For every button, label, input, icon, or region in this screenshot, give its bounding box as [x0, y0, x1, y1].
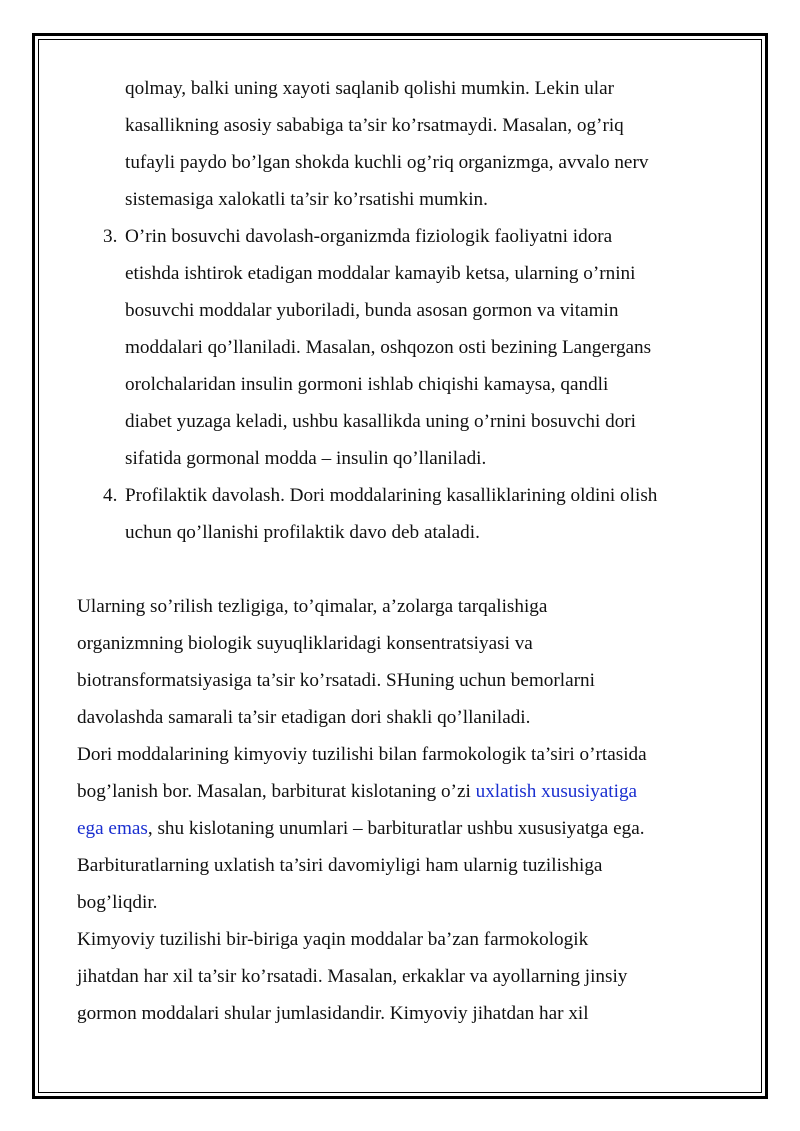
- text-segment: bog’lanish bor. Masalan, barbiturat kislotaning o’zi: [77, 781, 476, 802]
- text-line: organizmning biologik suyuqliklaridagi konsentratsiyasi va: [77, 633, 533, 654]
- text-line: etishda ishtirok etadigan moddalar kamayib ketsa, ularning o’rnini: [125, 263, 636, 284]
- hyperlink-uxlatish[interactable]: uxlatish xususiyatiga: [475, 781, 638, 802]
- text-line: gormon moddalari shular jumlasidandir. Kimyoviy jihatdan har xil: [77, 1003, 589, 1024]
- text-line: bosuvchi moddalar yuboriladi, bunda asosan gormon va vitamin: [125, 300, 619, 321]
- text-line: uchun qo’llanishi profilaktik davo deb ataladi.: [125, 522, 480, 543]
- text-line: [77, 773, 727, 810]
- text-line: Ularning so’rilish tezligiga, to’qimalar, a’zolarga tarqalishiga: [77, 596, 548, 617]
- list-number: 4.: [103, 485, 118, 506]
- text-line: Kimyoviy tuzilishi bir-biriga yaqin moddalar ba’zan farmokologik: [77, 929, 589, 950]
- paragraph-2: [77, 736, 727, 921]
- text-line: Profilaktik davolash. Dori moddalarining kasalliklarining oldini olish: [125, 485, 658, 506]
- list-item-3: [77, 218, 727, 477]
- text-line: diabet yuzaga keladi, ushbu kasallikda uning o’rnini bosuvchi dori: [125, 411, 637, 432]
- text-line: Dori moddalarining kimyoviy tuzilishi bilan farmokologik ta’siri o’rtasida: [77, 744, 647, 765]
- text-line: bog’liqdir.: [77, 892, 158, 913]
- list-number: 3.: [103, 226, 118, 247]
- paragraph-3: [77, 921, 727, 1032]
- text-line: orolchalaridan insulin gormoni ishlab chiqishi kamaysa, qandli: [125, 374, 609, 395]
- document-body: [77, 70, 727, 1032]
- paragraph-1: [77, 588, 727, 736]
- text-segment: , shu kislotaning unumlari – barbituratlar ushbu xususiyatga ega.: [147, 818, 645, 839]
- text-line: Barbituratlarning uxlatish ta’siri davomiyligi ham ularnig tuzilishiga: [77, 855, 603, 876]
- text-line: [77, 810, 727, 847]
- text-line: tufayli paydo bo’lgan shokda kuchli og’riq organizmga, avvalo nerv: [125, 152, 649, 173]
- text-line: kasallikning asosiy sababiga ta’sir ko’rsatmaydi. Masalan, og’riq: [125, 115, 624, 136]
- text-line: sifatida gormonal modda – insulin qo’llaniladi.: [125, 448, 487, 469]
- text-line: davolashda samarali ta’sir etadigan dori shakli qo’llaniladi.: [77, 707, 531, 728]
- hyperlink-ega-emas[interactable]: ega emas: [77, 818, 148, 839]
- text-line: jihatdan har xil ta’sir ko’rsatadi. Masalan, erkaklar va ayollarning jinsiy: [77, 966, 628, 987]
- list-item-4: [77, 477, 727, 551]
- numbered-list: [77, 218, 727, 551]
- text-line: moddalari qo’llaniladi. Masalan, oshqozon osti bezining Langergans: [125, 337, 652, 358]
- text-line: biotransformatsiyasiga ta’sir ko’rsatadi. SHuning uchun bemorlarni: [77, 670, 595, 691]
- text-line: sistemasiga xalokatli ta’sir ko’rsatishi mumkin.: [125, 189, 488, 210]
- blank-line: [77, 551, 727, 588]
- list-item-2-continuation: [125, 70, 727, 218]
- text-line: qolmay, balki uning xayoti saqlanib qolishi mumkin. Lekin ular: [125, 78, 615, 99]
- text-line: O’rin bosuvchi davolash-organizmda fiziologik faoliyatni idora: [125, 226, 613, 247]
